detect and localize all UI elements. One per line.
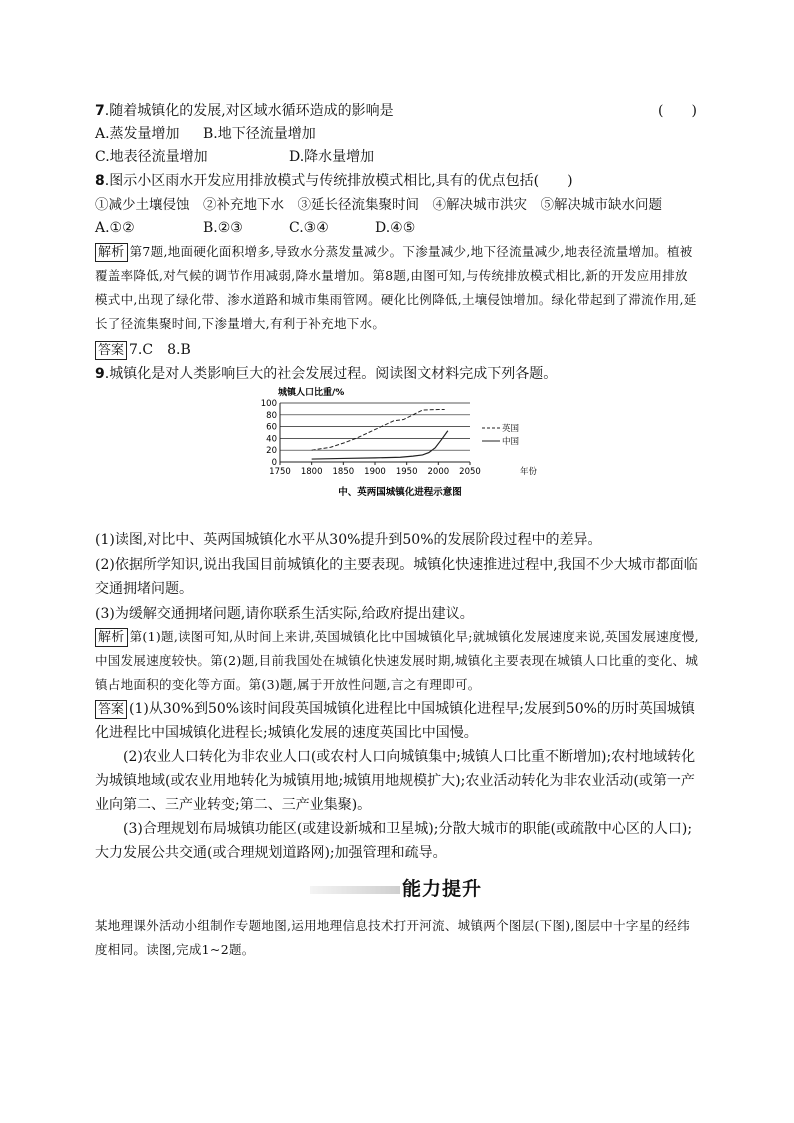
answer-q9-p1 — [95, 697, 699, 745]
series-line-china — [312, 431, 448, 459]
x-tick-label: 1900 — [364, 467, 386, 477]
answer-q9-p2: (2)农业人口转化为非农业人口(或农村人口向城镇集中;城镇人口比重不断增加);农村地域转化为城镇地域(或农业用地转化为城镇用地;城镇用地规模扩大);农业活动转化为非农业活动(或第一产业向第二、三产业转变;第二、三产业集聚)。 — [95, 749, 696, 813]
analysis-text: 第7题,地面硬化面积增多,导致水分蒸发量减少。下渗量减少,地下径流量减少,地表径流量增加。植被覆盖率降低,对气候的调节作用减弱,降水量增加。第8题,由图可知,与传统排放模式相比,新的开发应用排放模式中,出现了绿化带、渗水道路和城市集雨管网。硬化比例降低,土壤侵蚀增加。绿化带起到了滞流作用,延长了径流集聚时间,下渗量增大,有利于补充地下水。 — [95, 244, 697, 331]
chart-grid — [280, 403, 470, 462]
x-tick-label: 1850 — [332, 467, 355, 477]
y-tick-label: 80 — [266, 410, 277, 421]
q7-option-d[interactable]: D.降水量增加 — [289, 149, 375, 165]
chart-xlabel: 年份 — [520, 467, 538, 477]
x-tick-label: 1800 — [300, 467, 323, 477]
chart-title: 中、英两国城镇化进程示意图 — [338, 487, 462, 498]
q8-option-c[interactable]: C.③④ — [289, 220, 329, 236]
chart-x-ticks — [269, 462, 481, 477]
q8-option-a[interactable]: A.①② — [95, 220, 135, 236]
section-intro: 某地理课外活动小组制作专题地图,运用地理信息技术打开河流、城镇两个图层(下图),图层中十字星的经纬度相同。读图,完成1~2题。 — [95, 918, 690, 957]
legend-china-label: 中国 — [502, 437, 520, 447]
analysis-tag: 解析 — [95, 243, 128, 262]
q9-sub2: (2)依据所学知识,说出我国目前城镇化的主要表现。城镇化快速推进过程中,我国不少大城市都面临交通拥堵问题。 — [95, 557, 698, 597]
q8-items: ①减少土壤侵蚀 ②补充地下水 ③延长径流集聚时间 ④解决城市洪灾 ⑤解决城市缺水问题 — [95, 197, 662, 213]
q9-stem-line — [95, 363, 557, 385]
x-tick-label: 1950 — [395, 467, 418, 477]
y-tick-label: 60 — [266, 422, 277, 433]
answer-q9-p3: (3)合理规划布局城镇功能区(或建设新城和卫星城);分散大城市的职能(或疏散中心区的人口);大力发展公共交通(或合理规划道路网);加强管理和疏导。 — [95, 821, 693, 861]
legend-uk-label: 英国 — [502, 424, 520, 434]
chart-y-ticks — [261, 399, 277, 468]
y-tick-label: 20 — [266, 446, 277, 457]
q7-stem-line — [95, 100, 394, 122]
section-banner-bar — [310, 886, 400, 894]
analysis-q9 — [95, 625, 699, 697]
q8-number: 8 — [95, 173, 105, 189]
answer-q7-8 — [95, 338, 699, 362]
q8-option-b[interactable]: B.②③ — [203, 220, 243, 236]
analysis-tag: 解析 — [95, 628, 128, 647]
y-tick-label: 0 — [271, 458, 277, 468]
q7-option-c[interactable]: C.地表径流量增加 — [95, 149, 208, 165]
q9-stem: .城镇化是对人类影响巨大的社会发展过程。阅读图文材料完成下列各题。 — [104, 366, 558, 382]
series-line-uk — [312, 409, 445, 450]
answer-tag: 答案 — [95, 700, 127, 719]
answer-q9 — [95, 697, 699, 865]
chart-ylabel: 城镇人口比重/% — [278, 388, 345, 398]
analysis-q7-8 — [95, 240, 699, 336]
q7-option-b[interactable]: B.地下径流量增加 — [203, 126, 316, 142]
section-title: 能力提升 — [402, 878, 483, 900]
x-tick-label: 2050 — [459, 467, 481, 477]
q7-stem: .随着城镇化的发展,对区域水循环造成的影响是 — [104, 103, 394, 119]
answer-tag: 答案 — [95, 341, 127, 360]
urbanization-chart — [250, 384, 550, 504]
q8-stem: .图示小区雨水开发应用排放模式与传统排放模式相比,具有的优点包括( ) — [104, 173, 573, 189]
q7-answer-paren: ( ) — [658, 103, 697, 119]
y-tick-label: 100 — [260, 399, 277, 409]
analysis-text: 第(1)题,读图可知,从时间上来讲,英国城镇化比中国城镇化早;就城镇化发展速度来说,英国发展速度慢,中国发展速度较快。第(2)题,目前我国处在城镇化快速发展时期,城镇化主要表现在城镇人口比重的变化、城镇占地面积的变化等方面。第(3)题,属于开放性问题,言之有理即可。 — [95, 629, 699, 692]
answer-q9-p1-text: (1)从30%到50%该时间段英国城镇化进程比中国城镇化进程早;发展到50%的历时英国城镇化进程比中国城镇化进程长;城镇化发展的速度英国比中国慢。 — [95, 701, 695, 741]
answer-text: 7.C 8.B — [129, 342, 191, 358]
q7-option-a[interactable]: A.蒸发量增加 — [95, 126, 180, 142]
x-tick-label: 2000 — [427, 467, 450, 477]
x-tick-label: 1750 — [269, 467, 291, 477]
y-tick-label: 40 — [266, 434, 277, 445]
q8-stem-line — [95, 170, 573, 192]
q7-number: 7 — [95, 103, 105, 119]
q9-sub1: (1)读图,对比中、英两国城镇化水平从30%提升到50%的发展阶段过程中的差异。 — [95, 532, 602, 548]
q8-option-d[interactable]: D.④⑤ — [375, 220, 416, 236]
q9-number: 9 — [95, 366, 105, 382]
q9-sub3: (3)为缓解交通拥堵问题,请你联系生活实际,给政府提出建议。 — [95, 606, 474, 622]
